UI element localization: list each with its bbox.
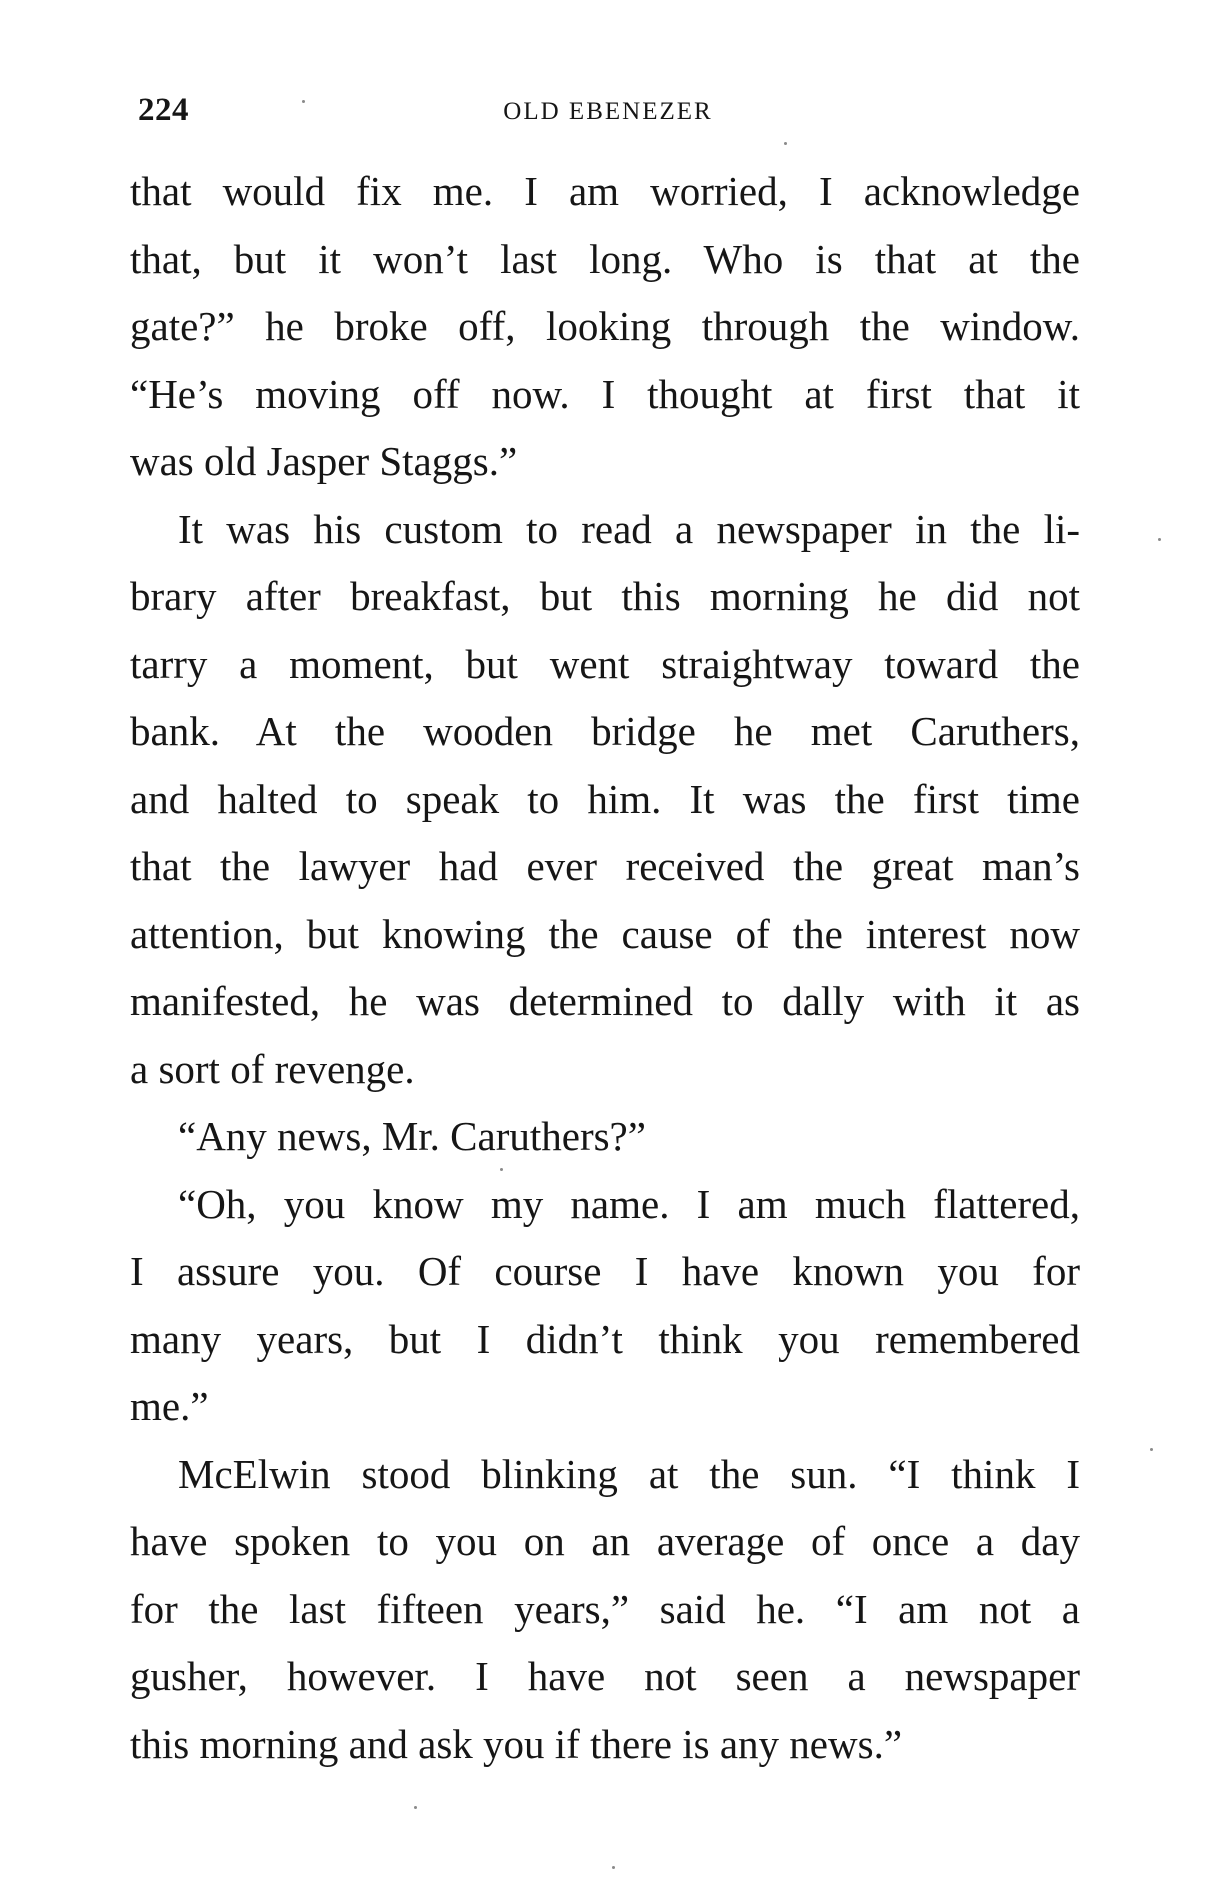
body-text (130, 158, 1080, 1778)
text-line: McElwin stood blinking at the sun. “I think I (178, 1450, 1080, 1497)
text-line: “Oh, you know my name. I am much flattered, (178, 1180, 1080, 1227)
text-line: was old Jasper Staggs.” (130, 438, 518, 484)
text-line: that, but it won’t last long. Who is that at the (130, 235, 1080, 282)
text-line: this morning and ask you if there is any news.” (130, 1720, 903, 1767)
text-line: manifested, he was determined to dally with it as (130, 978, 1080, 1024)
text-line: tarry a moment, but went straightway toward the (130, 640, 1080, 687)
page-header (138, 88, 1078, 132)
text-line: I assure you. Of course I have known you for (130, 1248, 1080, 1294)
paper-speck (1158, 538, 1161, 541)
paper-speck (414, 1806, 417, 1809)
text-line: me.” (130, 1383, 209, 1429)
page-number: 224 (138, 92, 189, 128)
paper-speck (500, 1168, 503, 1171)
running-head: OLD EBENEZER (503, 98, 713, 125)
text-line: “He’s moving off now. I thought at first that it (130, 370, 1080, 417)
text-line: for the last fifteen years,” said he. “I am not a (130, 1585, 1080, 1632)
text-line: gate?” he broke off, looking through the window. (130, 303, 1080, 349)
paper-speck (784, 142, 787, 145)
paper-speck (1150, 1448, 1153, 1451)
paper-speck (302, 100, 305, 103)
text-line: bank. At the wooden bridge he met Caruthers, (130, 708, 1080, 754)
text-line: a sort of revenge. (130, 1045, 415, 1092)
paper-speck (612, 1866, 615, 1869)
text-line: that would fix me. I am worried, I acknowledge (130, 168, 1080, 214)
text-line: attention, but knowing the cause of the interest now (130, 910, 1080, 957)
text-line: and halted to speak to him. It was the first time (130, 775, 1080, 822)
text-line: “Any news, Mr. Caruthers?” (178, 1113, 646, 1159)
text-line: gusher, however. I have not seen a newspaper (130, 1653, 1080, 1699)
text-line: many years, but I didn’t think you remembered (130, 1315, 1080, 1362)
text-line: have spoken to you on an average of once a day (130, 1518, 1080, 1564)
text-line: that the lawyer had ever received the great man’s (130, 843, 1080, 889)
text-line: It was his custom to read a newspaper in the li- (178, 505, 1080, 552)
text-line: brary after breakfast, but this morning he did not (130, 573, 1080, 619)
